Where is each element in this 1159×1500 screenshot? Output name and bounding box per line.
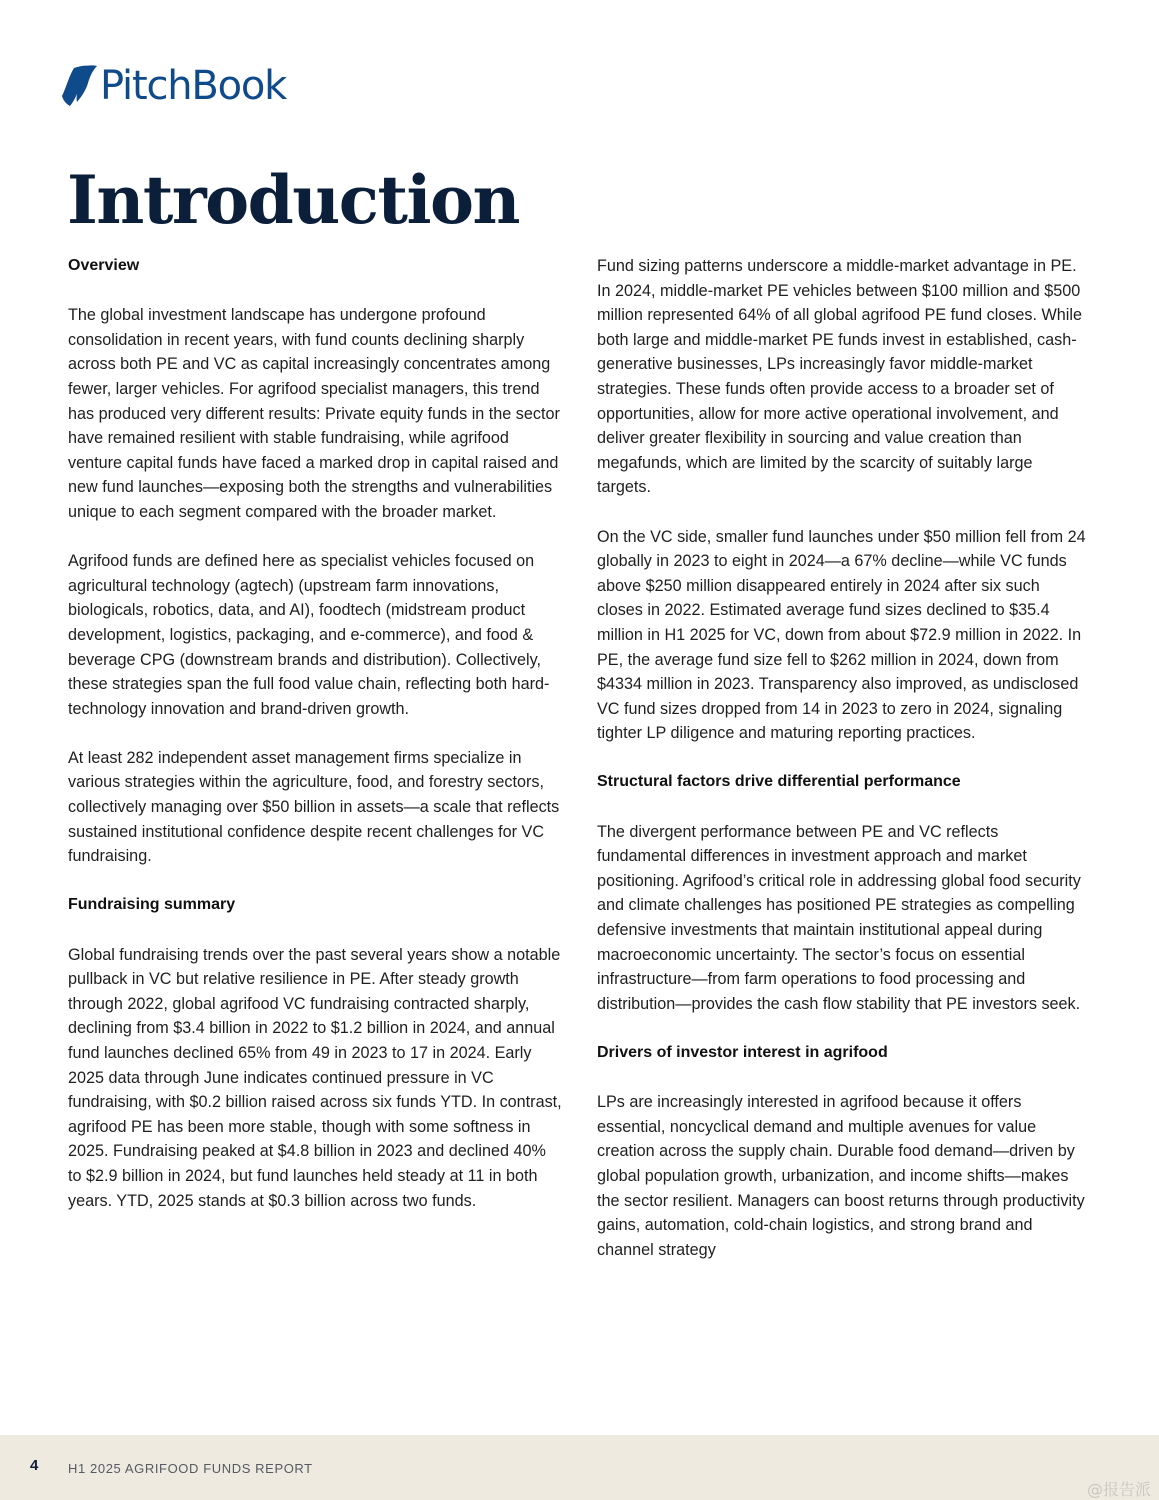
logo-text: PitchBook xyxy=(100,63,287,109)
report-name: H1 2025 AGRIFOOD FUNDS REPORT xyxy=(68,1461,313,1476)
paragraph: Fund sizing patterns underscore a middle-market advantage in PE. In 2024, middle-market PE vehicles between $100 million and $500 million represented 64% of all global agrifood PE fund closes. While both large and middle-market PE funds invest in established, cash-generative businesses, LPs increasingly favor middle-market strategies. These funds often provide access to a broader set of opportunities, allow for more active operational involvement, and deliver greater flexibility in sourcing and value creation than megafunds, which are limited by the scarcity of suitably large targets. xyxy=(597,257,1082,497)
paragraph: Global fundraising trends over the past several years show a notable pullback in VC but relative resilience in PE. After steady growth through 2022, global agrifood VC fundraising contracted sharply, declining from $3.4 billion in 2022 to $1.2 billion in 2024, and annual fund launches declined 65% from 49 in 2023 to 17 in 2024. Early 2025 data through June indicates continued pressure in VC fundraising, with $0.2 billion raised across six funds YTD. In contrast, agrifood PE has been more stable, though with some softness in 2025. Fundraising peaked at $4.8 billion in 2023 and declined 40% to $2.9 billion in 2024, but fund launches held steady at 11 in both years. YTD, 2025 stands at $0.3 billion across two funds. xyxy=(68,945,562,1210)
section-heading-investor-drivers: Drivers of investor interest in agrifood xyxy=(597,1044,888,1061)
paragraph: LPs are increasingly interested in agrifood because it offers essential, noncyclical demand and multiple avenues for value creation across the supply chain. Durable food demand—driven by global population growth, urbanization, and income shifts—makes the sector resilient. Managers can boost returns through productivity gains, automation, cold-chain logistics, and strong brand and channel strategy xyxy=(597,1093,1085,1259)
watermark: @报告派 xyxy=(1086,1480,1151,1499)
page-footer xyxy=(0,1435,1159,1500)
paragraph: The divergent performance between PE and VC reflects fundamental differences in investment approach and market positioning. Agrifood’s critical role in addressing global food security and climate challenges has positioned PE strategies as compelling defensive investments that maintain institutional appeal during macroeconomic uncertainty. The sector’s focus on essential infrastructure—from farm operations to food processing and distribution—provides the cash flow stability that PE investors seek. xyxy=(597,822,1081,1013)
paragraph: On the VC side, smaller fund launches under $50 million fell from 24 globally in 2023 to eight in 2024—a 67% decline—while VC funds above $250 million disappeared entirely in 2024 after six such closes in 2022. Estimated average fund sizes declined to $35.4 million in H1 2025 for VC, down from about $72.9 million in 2022. In PE, the average fund size fell to $262 million in 2024, down from $4334 million in 2023. Transparency also improved, as undisclosed VC fund sizes dropped from 14 in 2023 to zero in 2024, signaling tighter LP diligence and maturing reporting practices. xyxy=(597,527,1086,743)
pitchbook-sail-icon xyxy=(60,64,98,108)
paragraph: At least 282 independent asset management firms specialize in various strategies within the agriculture, food, and forestry sectors, collectively managing over $50 billion in assets—a scale that reflects sustained institutional confidence despite recent challenges for VC fundraising. xyxy=(68,748,560,866)
page-title: Introduction xyxy=(67,161,520,239)
paragraph: Agrifood funds are defined here as specialist vehicles focused on agricultural technology (agtech) (upstream farm innovations, biologicals, robotics, data, and AI), foodtech (midstream product development, logistics, packaging, and e-commerce), and food & beverage CPG (downstream brands and distribution). Collectively, these strategies span the full food value chain, reflecting both hard-technology innovation and brand-driven growth. xyxy=(68,552,550,718)
paragraph: The global investment landscape has undergone profound consolidation in recent years, with fund counts declining sharply across both PE and VC as capital increasingly concentrates among fewer, larger vehicles. For agrifood specialist managers, this trend has produced very different results: Private equity funds in the sector have remained resilient with stable fundraising, while agrifood venture capital funds have faced a marked drop in capital raised and new fund launches—exposing both the strengths and vulnerabilities unique to each segment compared with the broader market. xyxy=(68,306,560,521)
section-heading-overview: Overview xyxy=(68,257,140,274)
left-column xyxy=(68,254,563,1238)
page-number: 4 xyxy=(30,1457,39,1474)
section-heading-structural-factors: Structural factors drive differential performance xyxy=(597,773,961,791)
pitchbook-logo xyxy=(60,62,286,110)
section-heading-fundraising-summary: Fundraising summary xyxy=(68,896,236,914)
right-column xyxy=(597,254,1089,1287)
